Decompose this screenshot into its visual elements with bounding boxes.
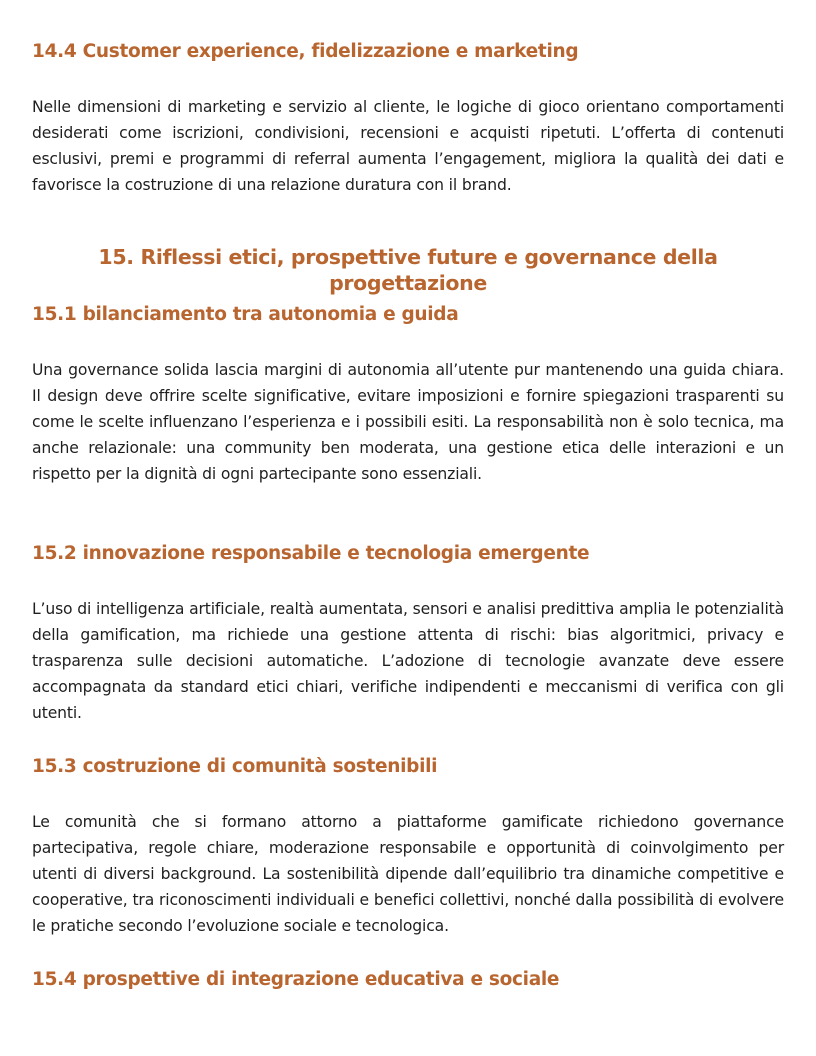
chapter-heading-15: 15. Riflessi etici, prospettive future e governance della progettazione xyxy=(98,245,718,295)
section-heading-15-2: 15.2 innovazione responsabile e tecnologia emergente xyxy=(32,543,590,564)
section-paragraph-15-1: Una governance solida lascia margini di autonomia all’utente pur mantenendo una guida chiara. Il design deve offrire scelte significative, evitare imposizioni e fornire spiegazioni trasparenti su come le scelte influenzano l’esperienza e i possibili esiti. La responsabilità non è solo tecnica, ma anche relazionale: una community ben moderata, una gestione etica delle interazioni e un rispetto per la dignità di ogni partecipante sono essenziali. xyxy=(32,361,784,483)
section-heading-15-3: 15.3 costruzione di comunità sostenibili xyxy=(32,756,438,777)
section-heading-15-1: 15.1 bilanciamento tra autonomia e guida xyxy=(32,304,459,325)
section-paragraph-15-3: Le comunità che si formano attorno a piattaforme gamificate richiedono governance partecipativa, regole chiare, moderazione responsabile e opportunità di coinvolgimento per utenti di diversi background. La sostenibilità dipende dall’equilibrio tra dinamiche competitive e cooperative, tra riconoscimenti individuali e benefici collettivi, nonché dalla possibilità di evolvere le pratiche secondo l’evoluzione sociale e tecnologica. xyxy=(32,813,784,935)
section-paragraph-15-2: L’uso di intelligenza artificiale, realtà aumentata, sensori e analisi predittiva amplia le potenzialità della gamification, ma richiede una gestione attenta di rischi: bias algoritmici, privacy e trasparenza sulle decisioni automatiche. L’adozione di tecnologie avanzate deve essere accompagnata da standard etici chiari, verifiche indipendenti e meccanismi di verifica con gli utenti. xyxy=(32,600,784,722)
section-heading-15-4: 15.4 prospettive di integrazione educativa e sociale xyxy=(32,969,560,990)
section-paragraph-14-4: Nelle dimensioni di marketing e servizio al cliente, le logiche di gioco orientano comportamenti desiderati come iscrizioni, condivisioni, recensioni e acquisti ripetuti. L’offerta di contenuti esclusivi, premi e programmi di referral aumenta l’engagement, migliora la qualità dei dati e favorisce la costruzione di una relazione duratura con il brand. xyxy=(32,98,784,194)
section-heading-14-4: 14.4 Customer experience, fidelizzazione e marketing xyxy=(32,41,579,62)
